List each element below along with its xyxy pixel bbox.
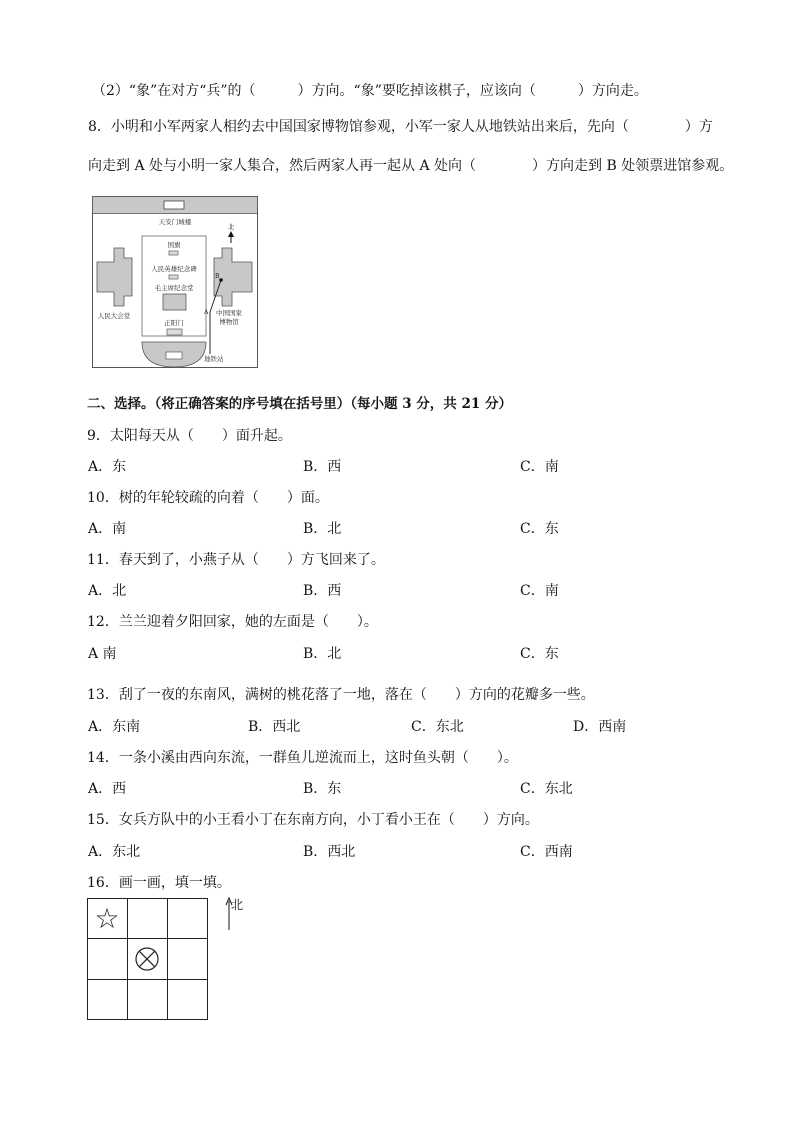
question-11-stem: 11．春天到了，小燕子从（ ）方飞回来了。 [87,552,385,568]
question-13-option-b[interactable]: B．西北 [248,719,301,735]
point-a-label: A [204,309,209,316]
question-11-option-c[interactable]: C．南 [520,583,559,599]
question-15-option-b[interactable]: B．西北 [303,844,356,860]
mausoleum-icon [163,294,186,310]
museum-label-line-1: 中国国家 [216,309,242,317]
question-15-option-a[interactable]: A．东北 [88,844,141,860]
flag-icon [169,251,178,255]
zhengyangmen-icon [167,329,182,335]
great-hall-label: 人民大会堂 [97,312,131,320]
question-12-option-c[interactable]: C．东 [520,646,559,662]
tiananmen-gate-icon [164,201,184,209]
question-10-option-b[interactable]: B．北 [303,521,342,537]
question-14-stem: 14．一条小溪由西向东流，一群鱼儿逆流而上，这时鱼头朝（ ）。 [87,750,518,766]
flag-label: 国旗 [167,241,181,249]
question-14-option-b[interactable]: B．东 [303,781,342,797]
tiananmen-label: 天安门城楼 [158,218,192,226]
point-b-label: B [215,273,220,280]
question-15-stem: 15．女兵方队中的小王看小丁在东南方向，小丁看小王在（ ）方向。 [87,812,539,828]
question-9-stem: 9．太阳每天从（ ）面升起。 [87,428,292,444]
zhengyangmen-label: 正阳门 [164,319,184,327]
question-14-option-c[interactable]: C．东北 [520,781,573,797]
q16-north-label: 北 [231,898,244,912]
metro-label: 地铁站 [204,355,224,363]
question-11-option-a[interactable]: A．北 [88,583,127,599]
question-9-option-c[interactable]: C．南 [520,459,559,475]
question-15-option-c[interactable]: C．西南 [520,844,573,860]
question-11-option-b[interactable]: B．西 [303,583,342,599]
mausoleum-label: 毛主席纪念堂 [154,284,194,292]
question-10-stem: 10．树的年轮较疏的向着（ ）面。 [87,490,329,506]
question-8-line-2: 向走到 A 处与小明一家人集合，然后两家人再一起从 A 处向（ ）方向走到 B 处领票进馆参观。 [88,158,734,174]
question-9-option-a[interactable]: A．东 [88,459,127,475]
tiananmen-square-map [92,196,258,368]
question-10-option-c[interactable]: C．东 [520,521,559,537]
monument-icon [169,275,178,279]
map-north-label: 北 [227,223,235,231]
question-13-option-a[interactable]: A．东南 [88,719,141,735]
question-7-part-2: （2）“象”在对方“兵”的（ ）方向。“象”要吃掉该棋子，应该向（ ）方向走。 [92,83,648,99]
question-10-option-a[interactable]: A．南 [88,521,127,537]
metro-plaza-icon [166,352,182,359]
question-13-option-c[interactable]: C．东北 [411,719,464,735]
museum-label-line-2: 博物馆 [219,318,239,326]
question-12-stem: 12．兰兰迎着夕阳回家，她的左面是（ ）。 [87,614,378,630]
question-14-option-a[interactable]: A．西 [88,781,127,797]
question-8-line-1: 8．小明和小军两家人相约去中国国家博物馆参观，小军一家人从地铁站出来后，先向（ ）方 [88,119,713,135]
question-9-option-b[interactable]: B．西 [303,459,342,475]
section-2-title: 二、选择。（将正确答案的序号填在括号里）（每小题 3 分，共 21 分） [87,396,512,412]
question-13-option-d[interactable]: D．西南 [573,719,627,735]
star-icon: ☆ [94,902,120,935]
question-13-stem: 13．刮了一夜的东南风，满树的桃花落了一地，落在（ ）方向的花瓣多一些。 [87,687,595,703]
monument-label: 人民英雄纪念碑 [151,265,197,273]
question-12-option-a[interactable]: A 南 [88,646,117,662]
point-b-dot [219,278,223,282]
q16-grid [87,898,208,1020]
question-16-stem: 16．画一画，填一填。 [87,875,231,891]
question-12-option-b[interactable]: B．北 [303,646,342,662]
